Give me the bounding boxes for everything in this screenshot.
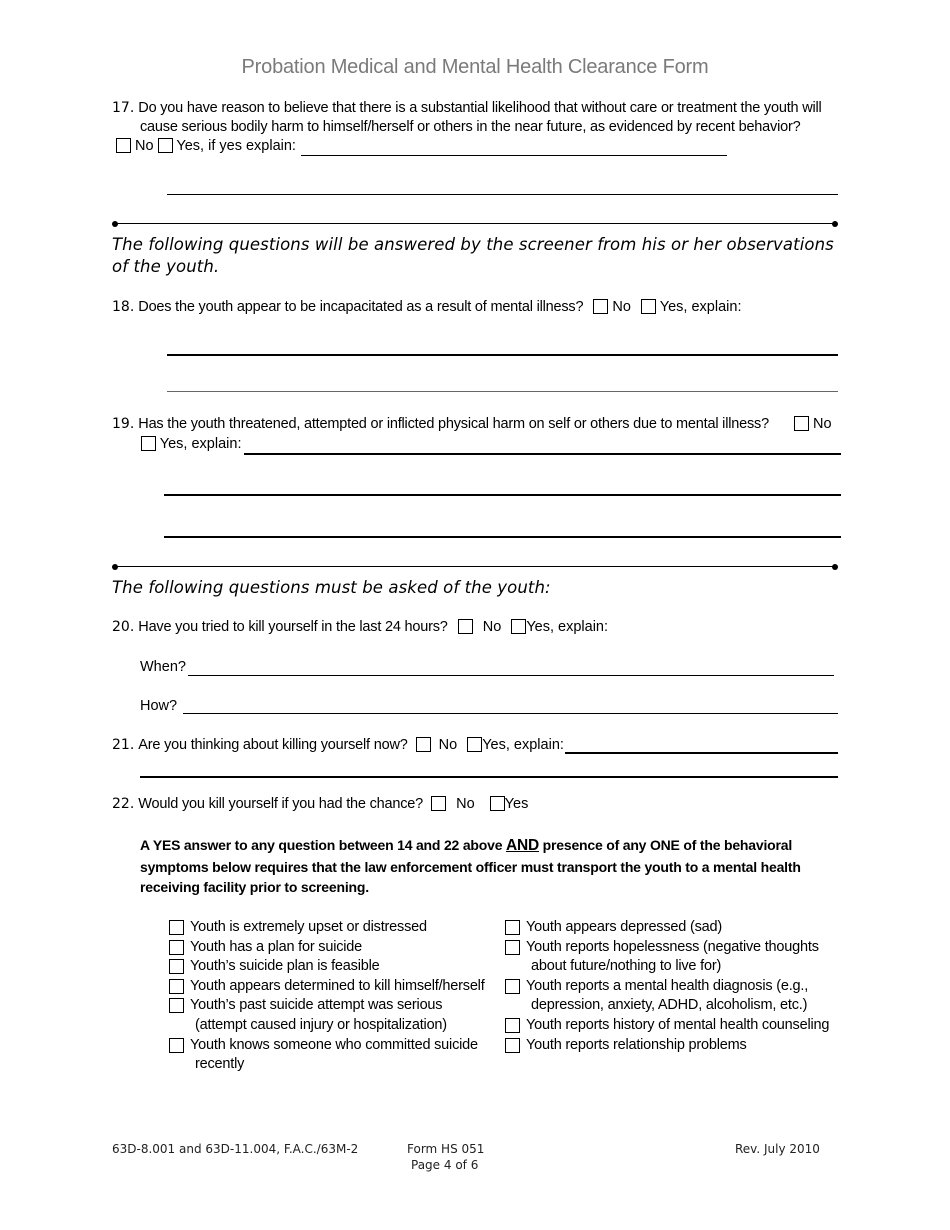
question-number: 21. xyxy=(112,737,135,753)
divider-dot xyxy=(112,221,118,227)
question-18 xyxy=(112,298,741,317)
q18-explain-line-2[interactable] xyxy=(167,391,838,392)
notice-line-3: receiving facility prior to screening. xyxy=(140,879,369,895)
q20-how-line[interactable] xyxy=(183,713,838,714)
footer-revision: Rev. July 2010 xyxy=(735,1142,820,1156)
symptom-checkbox[interactable] xyxy=(169,940,184,955)
symptom-item[interactable] xyxy=(169,1036,499,1056)
question-text: Would you kill yourself if you had the chance? xyxy=(138,796,424,812)
symptom-checkbox[interactable] xyxy=(169,979,184,994)
q17-yes-label: Yes, if yes explain: xyxy=(176,138,296,154)
symptom-label: Youth is extremely upset or distressed xyxy=(190,919,427,935)
question-number: 20. xyxy=(112,619,135,635)
q20-yes-label: Yes, explain: xyxy=(526,619,609,635)
question-20 xyxy=(112,618,608,637)
question-21 xyxy=(112,736,564,755)
question-number: 18. xyxy=(112,299,135,315)
symptom-label: Youth reports hopelessness (negative thoughts xyxy=(526,938,819,955)
q21-yes-label: Yes, explain: xyxy=(482,737,564,753)
q20-how-label: How? xyxy=(140,698,178,714)
q17-explain-line-2[interactable] xyxy=(167,194,838,195)
q20-no-checkbox[interactable] xyxy=(458,619,473,634)
notice-line-1 xyxy=(140,835,840,857)
q19-no-option xyxy=(794,415,832,434)
q17-yes-checkbox[interactable] xyxy=(158,138,173,153)
symptom-label: Youth reports history of mental health counseling xyxy=(526,1016,830,1033)
symptom-checkbox[interactable] xyxy=(169,1038,184,1053)
q20-when-line[interactable] xyxy=(188,675,834,676)
symptom-item[interactable] xyxy=(505,918,845,938)
q20-when-label: When? xyxy=(140,659,186,675)
notice-text: presence of any ONE of the behavioral xyxy=(542,837,793,853)
divider-dot xyxy=(832,221,838,227)
question-number: 19. xyxy=(112,416,135,432)
question-17 xyxy=(112,99,822,118)
symptom-item[interactable] xyxy=(505,1016,845,1036)
question-19 xyxy=(112,415,769,434)
q21-explain-line-2[interactable] xyxy=(140,776,838,778)
q19-yes-option xyxy=(141,435,241,454)
footer-form-number: Form HS 051 xyxy=(407,1142,485,1156)
q22-no-checkbox[interactable] xyxy=(431,796,446,811)
q18-yes-label: Yes, explain: xyxy=(659,299,742,315)
symptom-label-cont: (attempt caused injury or hospitalization) xyxy=(195,1016,447,1033)
symptom-item[interactable] xyxy=(169,996,499,1016)
symptom-label: Youth reports relationship problems xyxy=(526,1036,747,1053)
question-22 xyxy=(112,795,528,814)
divider-dot xyxy=(112,564,118,570)
symptom-label: Youth appears depressed (sad) xyxy=(526,919,722,935)
symptom-checkbox[interactable] xyxy=(505,940,520,955)
q20-yes-checkbox[interactable] xyxy=(511,619,526,634)
question-17-text-cont: cause serious bodily harm to himself/herself or others in the near future, as evidenced by recent behavior? xyxy=(140,119,801,135)
q19-no-checkbox[interactable] xyxy=(794,416,809,431)
section-heading-screener-cont: of the youth. xyxy=(112,257,220,276)
symptom-label: Youth has a plan for suicide xyxy=(190,938,363,955)
symptom-label: Youth appears determined to kill himself/herself xyxy=(190,977,485,994)
section-divider xyxy=(114,566,835,567)
symptom-item[interactable] xyxy=(169,977,499,997)
symptom-checkbox[interactable] xyxy=(169,920,184,935)
q19-explain-line-3[interactable] xyxy=(164,536,841,538)
q17-explain-line-1[interactable] xyxy=(301,155,727,156)
footer-rule-reference: 63D-8.001 and 63D-11.004, F.A.C./63M-2 xyxy=(112,1142,359,1156)
q18-explain-line-1[interactable] xyxy=(167,354,838,356)
symptom-label: Youth reports a mental health diagnosis (e.g., xyxy=(526,977,809,994)
symptom-label: Youth’s past suicide attempt was serious xyxy=(190,997,443,1014)
q19-yes-label: Yes, explain: xyxy=(159,436,242,452)
symptom-label: Youth knows someone who committed suicide xyxy=(190,1036,478,1053)
symptom-label-cont: about future/nothing to live for) xyxy=(531,958,722,975)
symptoms-right-column xyxy=(505,918,845,1055)
section-heading-screener: The following questions will be answered by the screener from his or her observations xyxy=(112,235,834,254)
q18-no-label: No xyxy=(612,299,631,315)
q19-yes-checkbox[interactable] xyxy=(141,436,156,451)
question-text: Has the youth threatened, attempted or inflicted physical harm on self or others due to mental illness? xyxy=(138,416,769,432)
symptom-checkbox[interactable] xyxy=(169,959,184,974)
q17-no-checkbox[interactable] xyxy=(116,138,131,153)
q20-no-label: No xyxy=(482,619,502,635)
q21-explain-line-1[interactable] xyxy=(565,752,838,754)
divider-dot xyxy=(832,564,838,570)
symptom-checkbox[interactable] xyxy=(505,1018,520,1033)
symptom-label: Youth’s suicide plan is feasible xyxy=(190,958,380,975)
symptom-checkbox[interactable] xyxy=(505,920,520,935)
q22-yes-label: Yes xyxy=(504,796,529,812)
notice-line-2: symptoms below requires that the law enforcement officer must transport the youth to a mental health xyxy=(140,858,801,875)
symptom-item[interactable] xyxy=(505,1036,845,1056)
question-number: 17. xyxy=(112,100,135,116)
symptom-item[interactable] xyxy=(169,957,499,977)
q19-explain-line-1[interactable] xyxy=(244,453,841,455)
question-text: Do you have reason to believe that there is a substantial likelihood that without care or treatment the youth will xyxy=(138,100,822,116)
footer-page-number: Page 4 of 6 xyxy=(411,1158,479,1172)
page-title: Probation Medical and Mental Health Clearance Form xyxy=(241,56,709,78)
q18-yes-checkbox[interactable] xyxy=(641,299,656,314)
q19-no-label: No xyxy=(813,416,832,432)
q21-no-label: No xyxy=(438,737,458,753)
question-17-options xyxy=(116,137,296,156)
symptoms-left-column xyxy=(169,918,499,1075)
question-number: 22. xyxy=(112,796,135,812)
q22-no-label: No xyxy=(456,796,475,812)
q22-yes-checkbox[interactable] xyxy=(490,796,505,811)
question-text: Have you tried to kill yourself in the last 24 hours? xyxy=(138,619,448,635)
transport-notice xyxy=(140,835,840,898)
section-heading-youth: The following questions must be asked of the youth: xyxy=(112,578,551,597)
symptom-checkbox[interactable] xyxy=(505,1038,520,1053)
q21-yes-checkbox[interactable] xyxy=(467,737,482,752)
symptom-checkbox[interactable] xyxy=(169,998,184,1013)
symptom-item[interactable] xyxy=(169,938,499,958)
notice-and: AND xyxy=(505,837,539,854)
section-divider xyxy=(114,223,835,224)
question-text: Are you thinking about killing yourself now? xyxy=(138,737,408,753)
q21-no-checkbox[interactable] xyxy=(416,737,431,752)
symptom-item[interactable] xyxy=(169,918,499,938)
q19-explain-line-2[interactable] xyxy=(164,494,841,496)
symptom-checkbox[interactable] xyxy=(505,979,520,994)
symptom-label-cont: depression, anxiety, ADHD, alcoholism, etc.) xyxy=(531,997,808,1014)
question-text: Does the youth appear to be incapacitated as a result of mental illness? xyxy=(138,299,584,315)
symptom-item[interactable] xyxy=(505,938,845,958)
symptom-item[interactable] xyxy=(505,977,845,997)
q18-no-checkbox[interactable] xyxy=(593,299,608,314)
symptom-label-cont: recently xyxy=(195,1056,245,1073)
notice-text: A YES answer to any question between 14 and 22 above xyxy=(140,837,503,853)
q17-no-label: No xyxy=(135,138,154,154)
